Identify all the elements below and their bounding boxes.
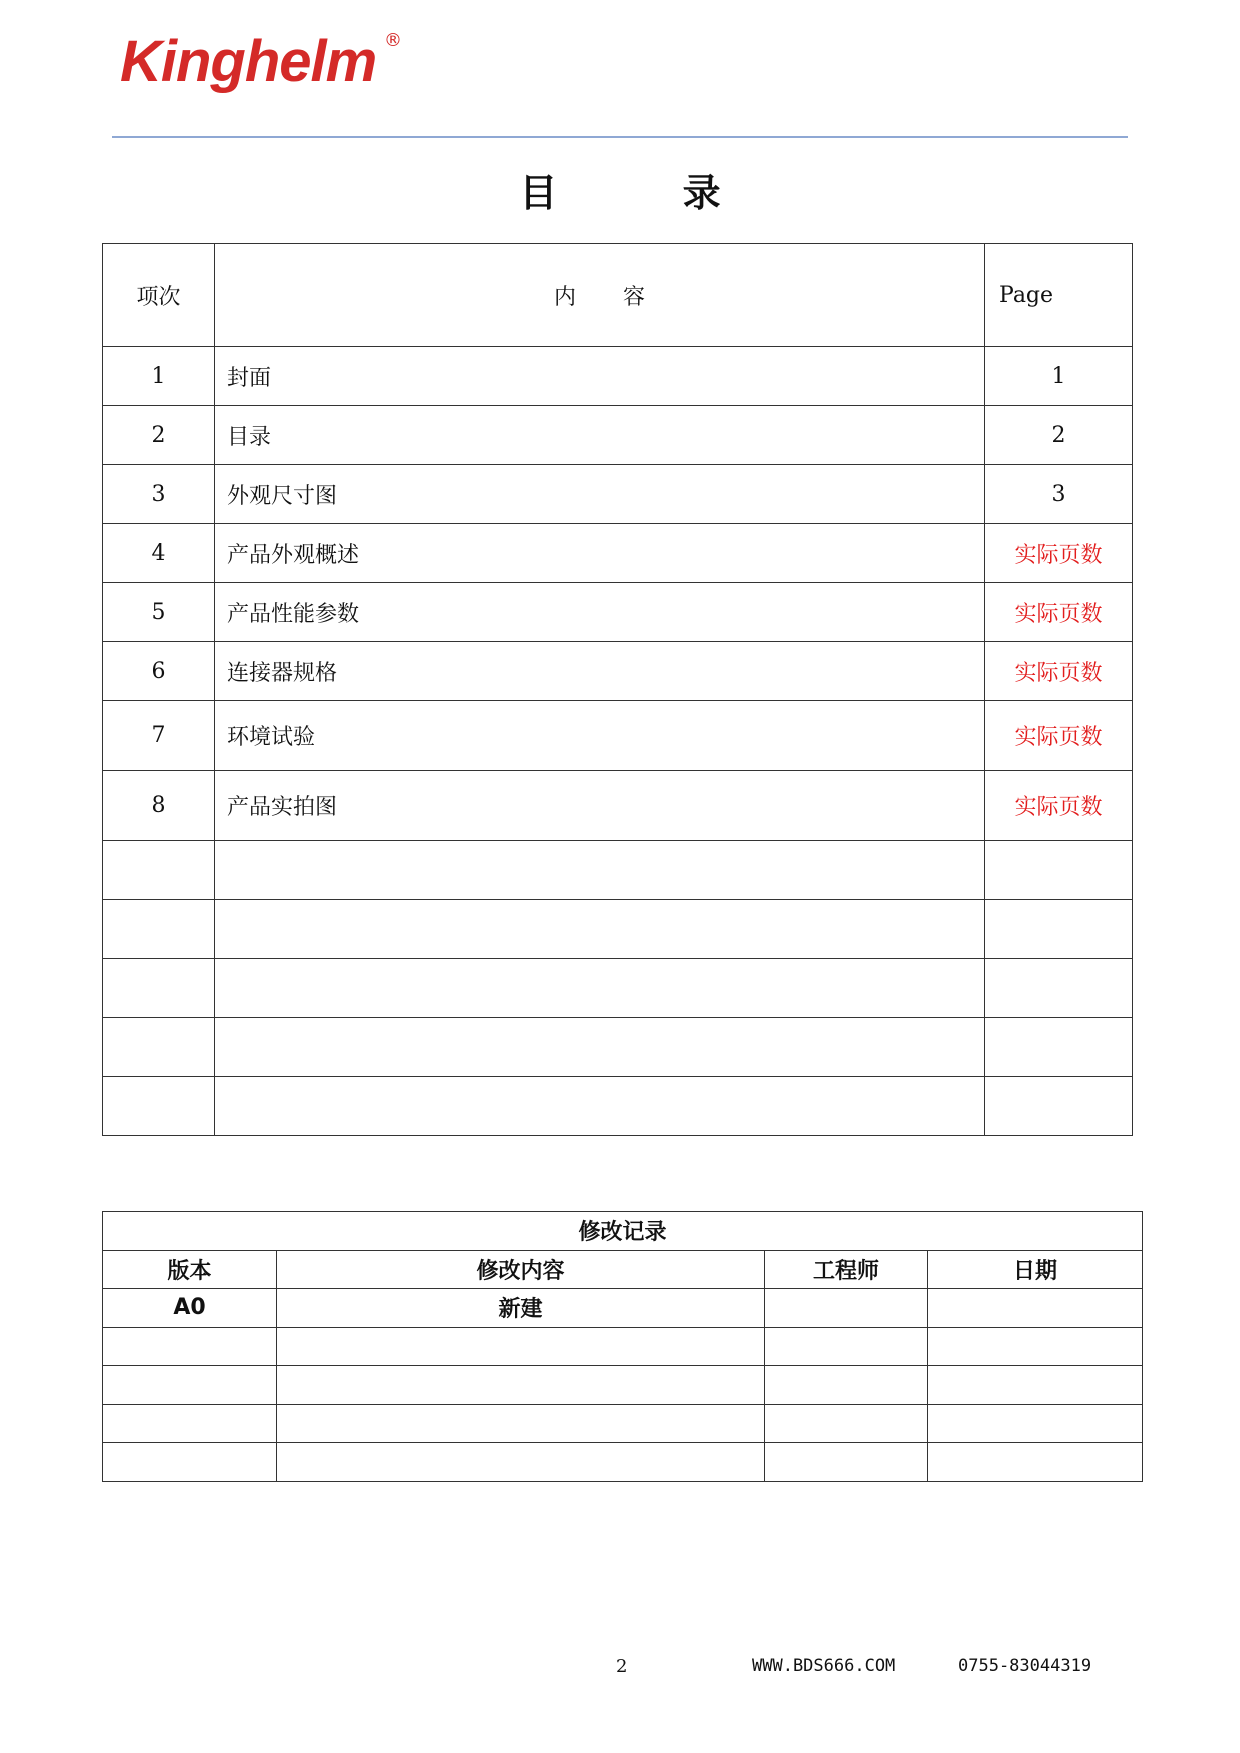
revision-empty-row [103, 1404, 1143, 1443]
revision-empty-cell [103, 1327, 277, 1366]
revision-change: 新建 [277, 1289, 765, 1328]
toc-page: 实际页数 [985, 583, 1133, 642]
toc-page: 实际页数 [985, 642, 1133, 701]
toc-row [103, 347, 1133, 406]
revision-col-date: 日期 [928, 1250, 1143, 1289]
revision-empty-cell [103, 1366, 277, 1405]
toc-page: 3 [985, 465, 1133, 524]
revision-empty-cell [928, 1404, 1143, 1443]
toc-empty-cell [215, 1077, 985, 1136]
toc-content: 目录 [215, 406, 985, 465]
toc-content: 连接器规格 [215, 642, 985, 701]
kinghelm-logo: Kinghelm [120, 29, 377, 94]
revision-col-change: 修改内容 [277, 1250, 765, 1289]
revision-title-row [103, 1212, 1143, 1251]
toc-empty-cell [103, 1018, 215, 1077]
footer-page-number: 2 [616, 1656, 628, 1677]
revision-empty-cell [277, 1443, 765, 1482]
toc-index: 4 [103, 524, 215, 583]
toc-page: 2 [985, 406, 1133, 465]
toc-row [103, 583, 1133, 642]
footer-phone: 0755-83044319 [958, 1656, 1092, 1676]
toc-content: 产品实拍图 [215, 771, 985, 841]
header-divider [112, 136, 1128, 138]
toc-empty-row [103, 841, 1133, 900]
revision-header-row [103, 1250, 1143, 1289]
toc-page: 1 [985, 347, 1133, 406]
toc-empty-cell [215, 959, 985, 1018]
revision-empty-cell [103, 1404, 277, 1443]
revision-row [103, 1289, 1143, 1328]
toc-page: 实际页数 [985, 701, 1133, 771]
toc-empty-cell [103, 1077, 215, 1136]
toc-page: 实际页数 [985, 771, 1133, 841]
toc-index: 3 [103, 465, 215, 524]
toc-table [102, 243, 1133, 1136]
revision-empty-cell [765, 1327, 928, 1366]
toc-empty-cell [103, 959, 215, 1018]
toc-empty-cell [985, 900, 1133, 959]
toc-row [103, 524, 1133, 583]
toc-empty-row [103, 959, 1133, 1018]
toc-empty-row [103, 1077, 1133, 1136]
revision-col-version: 版本 [103, 1250, 277, 1289]
toc-index: 5 [103, 583, 215, 642]
toc-empty-cell [985, 841, 1133, 900]
revision-empty-cell [277, 1404, 765, 1443]
toc-page: 实际页数 [985, 524, 1133, 583]
toc-empty-cell [985, 1018, 1133, 1077]
toc-col-content: 内 容 [215, 244, 985, 347]
revision-empty-cell [765, 1404, 928, 1443]
revision-date [928, 1289, 1143, 1328]
toc-row [103, 406, 1133, 465]
toc-index: 7 [103, 701, 215, 771]
revision-empty-cell [277, 1327, 765, 1366]
toc-row [103, 771, 1133, 841]
footer-website: WWW.BDS666.COM [752, 1656, 896, 1676]
toc-empty-cell [985, 1077, 1133, 1136]
toc-empty-cell [103, 841, 215, 900]
toc-empty-cell [215, 900, 985, 959]
revision-empty-cell [928, 1443, 1143, 1482]
revision-empty-cell [928, 1366, 1143, 1405]
revision-empty-cell [103, 1443, 277, 1482]
toc-header-row [103, 244, 1133, 347]
revision-empty-row [103, 1443, 1143, 1482]
toc-empty-row [103, 900, 1133, 959]
page-title: 目 录 [519, 171, 777, 215]
toc-content: 外观尺寸图 [215, 465, 985, 524]
toc-empty-cell [103, 900, 215, 959]
revision-table [102, 1211, 1143, 1482]
toc-index: 6 [103, 642, 215, 701]
revision-col-engineer: 工程师 [765, 1250, 928, 1289]
revision-empty-row [103, 1366, 1143, 1405]
toc-index: 1 [103, 347, 215, 406]
toc-row [103, 465, 1133, 524]
revision-empty-row [103, 1327, 1143, 1366]
toc-row [103, 642, 1133, 701]
toc-col-index: 项次 [103, 244, 215, 347]
toc-index: 2 [103, 406, 215, 465]
revision-empty-cell [765, 1366, 928, 1405]
toc-empty-cell [215, 841, 985, 900]
revision-empty-cell [928, 1327, 1143, 1366]
toc-col-page: Page [985, 244, 1133, 347]
toc-content: 封面 [215, 347, 985, 406]
registered-mark: ® [384, 30, 402, 51]
toc-content: 环境试验 [215, 701, 985, 771]
revision-empty-cell [765, 1443, 928, 1482]
toc-empty-cell [215, 1018, 985, 1077]
toc-empty-cell [985, 959, 1133, 1018]
toc-row [103, 701, 1133, 771]
toc-content: 产品外观概述 [215, 524, 985, 583]
toc-empty-row [103, 1018, 1133, 1077]
revision-engineer [765, 1289, 928, 1328]
revision-empty-cell [277, 1366, 765, 1405]
revision-version: A0 [103, 1289, 277, 1328]
toc-index: 8 [103, 771, 215, 841]
toc-content: 产品性能参数 [215, 583, 985, 642]
revision-title: 修改记录 [103, 1212, 1143, 1251]
